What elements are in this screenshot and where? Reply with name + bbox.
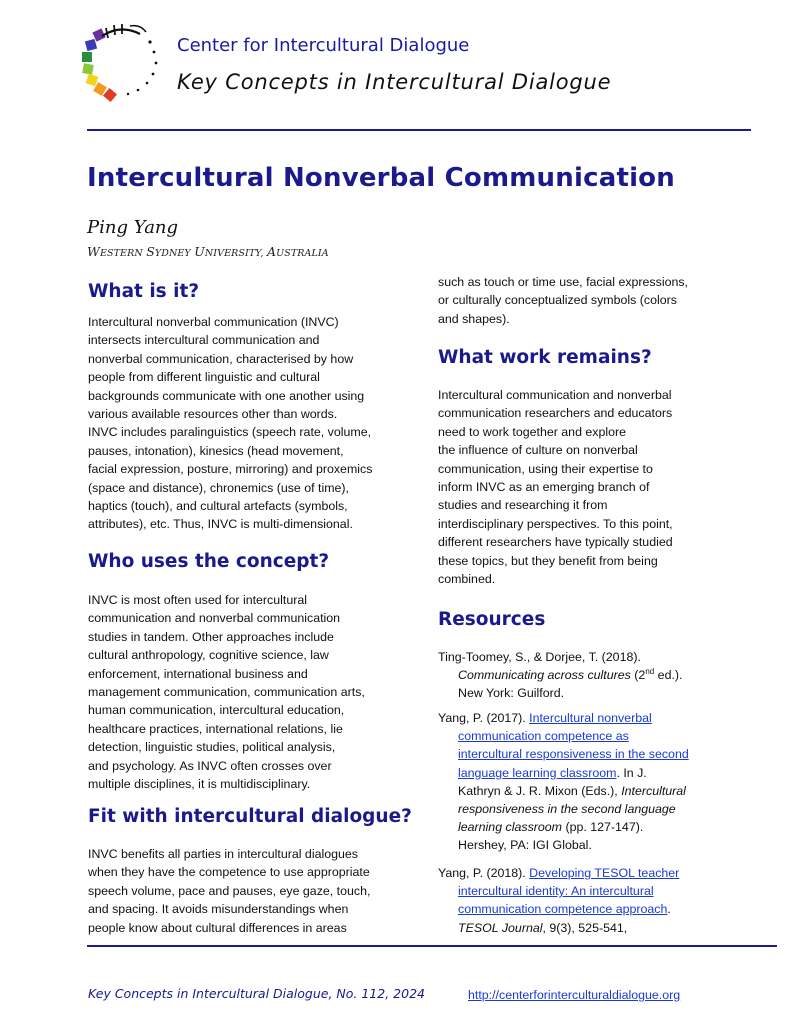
- text-line: management communication, communication arts,: [88, 685, 365, 700]
- text-line: and spacing. It avoids misunderstandings when: [88, 902, 349, 917]
- reference-link[interactable]: communication competence as: [458, 729, 629, 744]
- text-line: [438, 882, 679, 900]
- text-line: backgrounds communicate with one another using: [88, 388, 365, 403]
- who-uses-text: [88, 591, 365, 793]
- section-heading-what-work-remains: What work remains?: [438, 347, 652, 368]
- text-line: multiple disciplines, it is multidisciplinary.: [88, 777, 311, 792]
- journal-title: TESOL Journal: [458, 920, 543, 935]
- text-line: such as touch or time use, facial expressions,: [438, 275, 688, 289]
- page-title: Intercultural Nonverbal Communication: [87, 163, 675, 193]
- author-affiliation: WESTERN SYDNEY UNIVERSITY, AUSTRALIA: [87, 244, 329, 259]
- text-line: pauses, intonation), kinesics (head movement,: [88, 443, 344, 458]
- header-divider: [87, 129, 751, 131]
- what-is-it-text: [88, 313, 372, 534]
- edition-prefix: (2: [630, 668, 646, 683]
- text-line: [438, 745, 689, 763]
- footer-citation: Key Concepts in Intercultural Dialogue, No. 112, 2024: [88, 986, 425, 1001]
- text-line: [438, 864, 679, 882]
- section-heading-resources: Resources: [438, 609, 546, 630]
- text-line: different researchers have typically studied: [438, 535, 673, 550]
- text-line: these topics, but they benefit from being: [438, 553, 658, 568]
- text-line: human communication, intercultural education,: [88, 703, 345, 718]
- text-line: people from different linguistic and cultural: [88, 370, 320, 385]
- text-line: [438, 727, 689, 745]
- text-line: New York: Guilford.: [458, 686, 565, 701]
- text-line: INVC benefits all parties in intercultural dialogues: [88, 847, 358, 861]
- reference-link[interactable]: Developing TESOL teacher: [529, 866, 680, 880]
- text-line: and psychology. As INVC often crosses over: [88, 758, 332, 773]
- fit-text-continued: [438, 273, 688, 328]
- page-header: [80, 20, 760, 120]
- text-line: nonverbal communication, characterised by how: [88, 351, 354, 366]
- text-line: haptics (touch), and cultural artefacts (symbols,: [88, 499, 348, 514]
- text-line: interdisciplinary perspectives. To this point,: [438, 516, 673, 531]
- reference-link[interactable]: intercultural identity: An intercultural: [458, 884, 654, 899]
- ref-text: . In J.: [616, 765, 647, 780]
- text-line: when they have the competence to use appropriate: [88, 865, 370, 880]
- text-line: intersects intercultural communication and: [88, 333, 320, 348]
- reference-item: [438, 709, 689, 855]
- text-line: combined.: [438, 572, 496, 587]
- ref-text: Kathryn & J. R. Mixon (Eds.),: [458, 783, 622, 798]
- text-line: need to work together and explore: [438, 424, 627, 439]
- text-line: studies in tandem. Other approaches include: [88, 629, 334, 644]
- text-line: various available resources other than words.: [88, 407, 338, 422]
- footer-website-link[interactable]: http://centerforinterculturaldialogue.org: [468, 988, 681, 1002]
- text-line: [438, 900, 679, 918]
- reference-link[interactable]: language learning classroom: [458, 765, 617, 780]
- text-line: enforcement, international business and: [88, 666, 308, 681]
- text-line: responsiveness in the second language: [458, 802, 676, 817]
- text-line: healthcare practices, international relations, lie: [88, 721, 343, 736]
- ref-book-title: Intercultural: [621, 783, 686, 798]
- reference-item: [438, 648, 682, 703]
- text-line: Intercultural nonverbal communication (INVC): [88, 315, 339, 329]
- text-line: INVC includes paralinguistics (speech rate, volume,: [88, 425, 372, 440]
- ref-text: (pp. 127-147).: [562, 820, 644, 835]
- text-line: facial expression, posture, mirroring) and proxemics: [88, 462, 373, 477]
- text-line: communication, using their expertise to: [438, 461, 653, 476]
- text-line: [438, 919, 679, 937]
- ref-author: Yang, P. (2017).: [438, 711, 530, 725]
- text-line: [438, 782, 689, 800]
- text-line: (space and distance), chronemics (use of time),: [88, 480, 350, 495]
- section-heading-who-uses: Who uses the concept?: [88, 551, 330, 572]
- ref-text: .: [667, 902, 671, 917]
- org-name: Center for Intercultural Dialogue: [177, 35, 470, 56]
- text-line: communication and nonverbal communication: [88, 611, 341, 626]
- text-line: cultural anthropology, cognitive science, law: [88, 648, 329, 663]
- text-line: [438, 764, 689, 782]
- text-line: INVC is most often used for intercultural: [88, 593, 307, 607]
- fit-text: [88, 845, 370, 937]
- reference-item: [438, 864, 679, 937]
- ref-text: , 9(3), 525-541,: [542, 920, 628, 935]
- center-logo-icon: [80, 20, 170, 104]
- text-line: and shapes).: [438, 311, 510, 326]
- text-line: the influence of culture on nonverbal: [438, 443, 638, 458]
- text-line: Hershey, PA: IGI Global.: [458, 838, 592, 853]
- edition-sup: nd: [645, 667, 655, 677]
- text-line: communication researchers and educators: [438, 406, 673, 421]
- text-line: Intercultural communication and nonverbal: [438, 388, 672, 402]
- text-line: or culturally conceptualized symbols (colors: [438, 293, 677, 308]
- text-line: detection, linguistic studies, political analysis,: [88, 740, 336, 755]
- author-name: Ping Yang: [87, 217, 179, 238]
- text-line: attributes), etc. Thus, INVC is multi-dimensional.: [88, 517, 353, 532]
- ref-book-title: learning classroom: [458, 820, 562, 835]
- section-heading-what-is-it: What is it?: [88, 281, 200, 302]
- reference-link[interactable]: intercultural responsiveness in the second: [458, 747, 689, 762]
- reference-link[interactable]: communication competence approach: [458, 902, 668, 917]
- book-title: Communicating across cultures: [458, 668, 631, 683]
- text-line: people know about cultural differences in areas: [88, 920, 347, 935]
- footer-divider: [87, 945, 777, 947]
- text-line: speech volume, pace and pauses, eye gaze, touch,: [88, 883, 371, 898]
- remains-text: [438, 386, 673, 588]
- edition-suffix: ed.).: [654, 668, 683, 683]
- text-line: [438, 818, 689, 836]
- text-line: studies and researching it from: [438, 498, 608, 513]
- ref-author: Yang, P. (2018).: [438, 866, 530, 880]
- text-line: [438, 666, 682, 684]
- text-line: [438, 709, 689, 727]
- text-line: Ting-Toomey, S., & Dorjee, T. (2018).: [438, 650, 641, 664]
- series-title: Key Concepts in Intercultural Dialogue: [177, 70, 612, 94]
- reference-link[interactable]: Intercultural nonverbal: [529, 711, 652, 725]
- text-line: inform INVC as an emerging branch of: [438, 480, 650, 495]
- section-heading-fit: Fit with intercultural dialogue?: [88, 806, 412, 827]
